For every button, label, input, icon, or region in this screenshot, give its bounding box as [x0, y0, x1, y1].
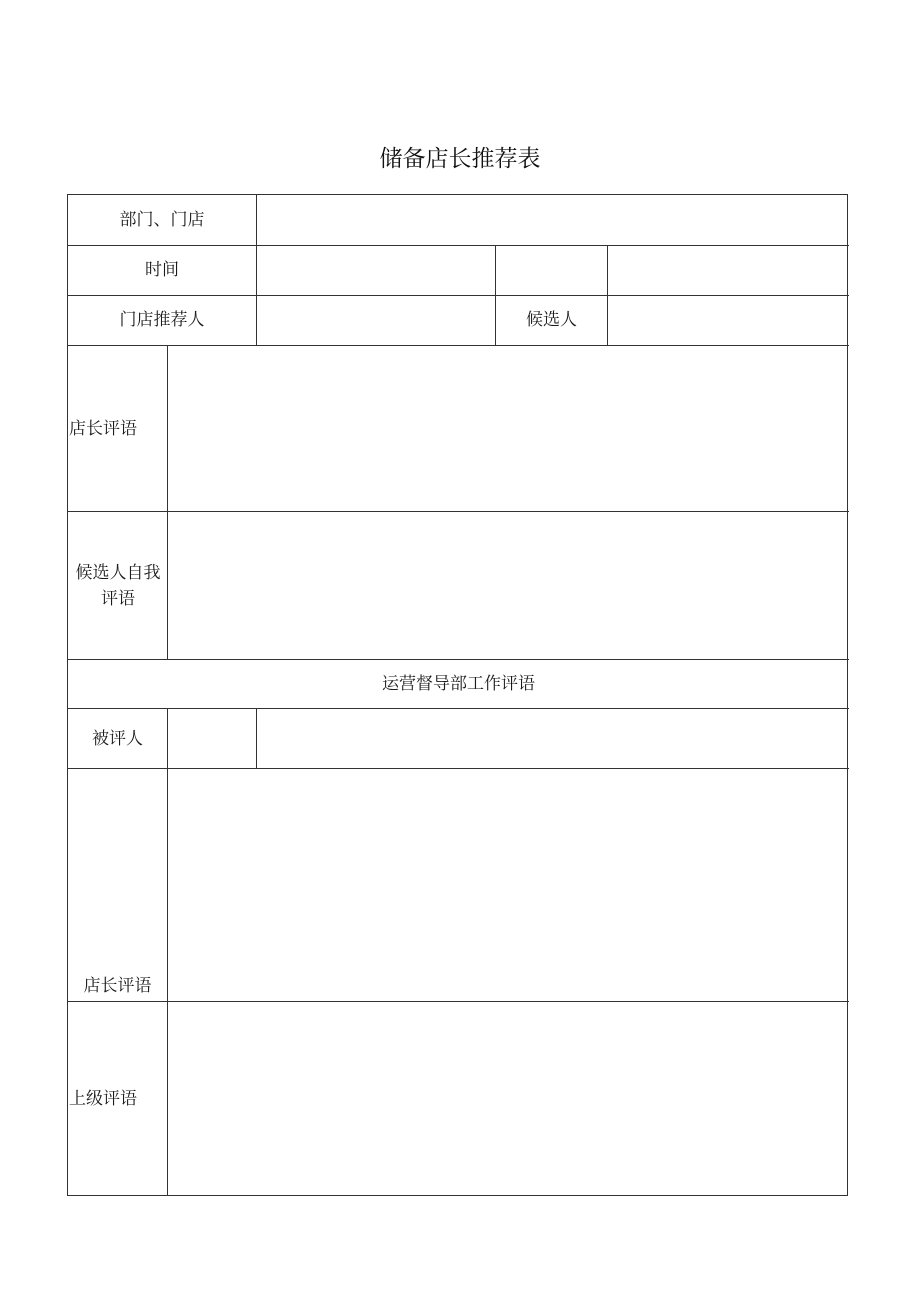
- recommender-field[interactable]: [257, 296, 495, 345]
- form-title: 储备店长推荐表: [379, 146, 541, 172]
- time-field[interactable]: [257, 246, 495, 295]
- recommender-label: 门店推荐人: [119, 310, 205, 330]
- candidate-label: 候选人: [526, 310, 577, 330]
- ops-manager-comment-field[interactable]: [168, 769, 849, 1001]
- superior-comment-field[interactable]: [168, 1002, 849, 1195]
- time-extra-value-field[interactable]: [608, 246, 849, 295]
- self-comment-label: 候选人自我评语: [75, 562, 161, 609]
- evaluatee-detail-field[interactable]: [257, 709, 849, 768]
- candidate-field[interactable]: [608, 296, 849, 345]
- superior-comment-label: 上级评语: [69, 1088, 137, 1109]
- ops-manager-comment-label: 店长评语: [83, 976, 152, 996]
- time-extra-label-field[interactable]: [496, 246, 607, 295]
- time-label: 时间: [145, 260, 179, 280]
- evaluatee-name-field[interactable]: [168, 709, 256, 768]
- manager-comment-label: 店长评语: [69, 418, 137, 439]
- manager-comment-field[interactable]: [168, 346, 849, 511]
- self-comment-field[interactable]: [168, 512, 849, 659]
- operations-section-title: 运营督导部工作评语: [382, 674, 535, 694]
- department-label: 部门、门店: [119, 210, 205, 230]
- department-field[interactable]: [257, 195, 849, 245]
- recommendation-form-table: [67, 194, 848, 1196]
- evaluatee-label: 被评人: [92, 728, 143, 749]
